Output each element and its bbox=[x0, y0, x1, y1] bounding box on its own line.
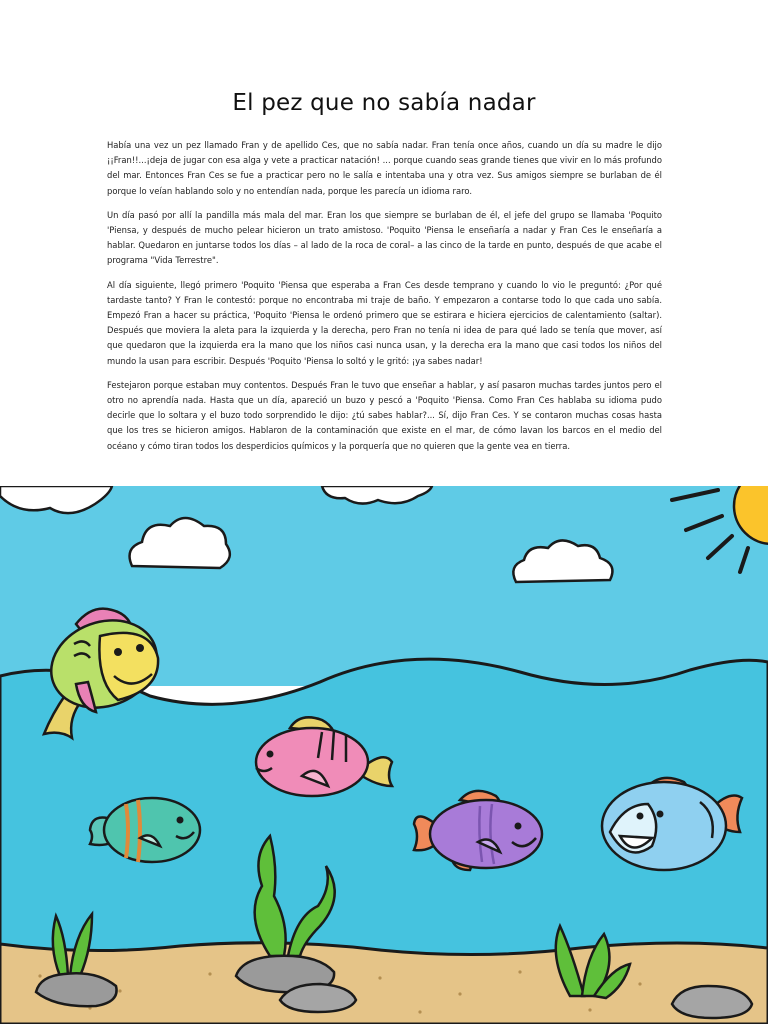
story-paragraph-2: Un día pasó por allí la pandilla más mala del mar. Eran los que siempre se burlaban de él, el jefe del grupo se llamaba 'Poquito 'Piensa, y después de mucho pelear hicieron un trato amistoso. 'Poquito 'Piensa le enseñaría a nadar y Fran Ces le enseñaría a hablar. Quedaron en juntarse todos los días – al lado de la roca de coral– a las cinco de la tarde en punto, después de que acabe el programa "Vida Terrestre". bbox=[107, 209, 662, 266]
sand-area bbox=[0, 943, 768, 1024]
story-paragraph-1: Había una vez un pez llamado Fran y de apellido Ces, que no sabía nadar. Fran tenía once años, cuando un día su madre le dijo ¡¡Fran!!...¡deja de jugar con esa alga y vete a practicar natación! ... porque cuando seas grande tienes que vivir en lo más profundo del mar. Entonces Fran Ces se fue a practicar pero no le salía e intentaba una y otra vez. Sus amigos siempre se burlaban de él porque lo veían hablando solo y no entendían nada, porque les parecía un idioma raro. bbox=[107, 140, 662, 196]
rock-icon bbox=[672, 986, 752, 1018]
ocean-illustration bbox=[0, 486, 768, 1024]
story-paragraph-3: Al día siguiente, llegó primero 'Poquito 'Piensa que esperaba a Fran Ces desde temprano y cuando lo vio le preguntó: ¿Por qué tardaste tanto? Y Fran le contestó: porque no encontraba mi traje de baño. Y empezaron a contarse todo lo que cada uno sabía. Empezó Fran a hacer su práctica, 'Poquito 'Piensa le ordenó primero que se estirara e hiciera ejercicios de calentamiento (saltar). Después que moviera la aleta para la izquierda y la derecha, pero Fran no tenía ni idea de para qué lado se tenía que mover, así que quedaron que la izquierda era la mano que los niños casi nunca usan, y la derecha era la mano que casi todos los niños del mundo la usan para escribir. Después 'Poquito 'Piensa lo soltó y le gritó: ¡ya sabes nadar! bbox=[107, 279, 662, 366]
story-title: El pez que no sabía nadar bbox=[232, 90, 536, 116]
story-paragraph-4: Festejaron porque estaban muy contentos. Después Fran le tuvo que enseñar a hablar, y así pasaron muchas tardes juntos pero el otro no aprendía nada. Hasta que un día, apareció un buzo y pescó a 'Poquito 'Piensa. Como Fran Ces hablaba su idioma pudo decirle que lo soltara y el buzo todo sorprendido le dijo: ¿tú sabes hablar?... Sí, dijo Fran Ces. Y se contaron muchas cosas hasta que los tres se hicieron amigos. Hablaron de la contaminación que existe en el mar, de cómo lavan los barcos en el medio del océano y cómo tiran todos los desperdicios químicos y la porquería que no quieren que la gente vea en tierra. bbox=[107, 379, 662, 451]
story-text bbox=[107, 138, 662, 463]
